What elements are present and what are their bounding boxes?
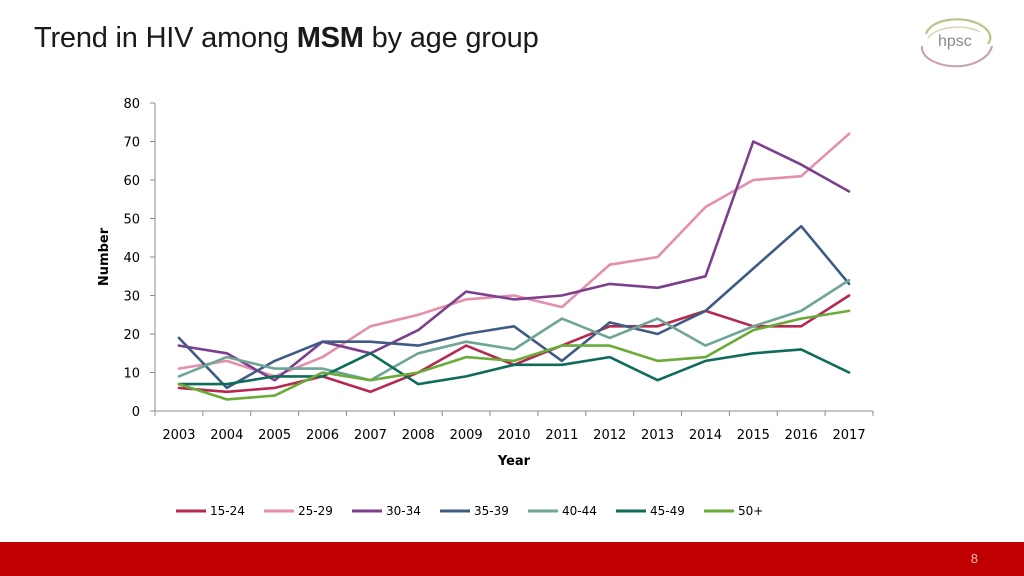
footer-bar bbox=[0, 542, 1024, 576]
y-tick-label: 10 bbox=[123, 366, 140, 382]
legend-label: 25-29 bbox=[298, 504, 333, 518]
x-tick-label: 2012 bbox=[593, 428, 627, 443]
y-tick-label: 30 bbox=[123, 289, 140, 305]
x-tick-label: 2006 bbox=[305, 428, 340, 443]
legend-label: 45-49 bbox=[650, 504, 685, 518]
y-tick-label: 50 bbox=[123, 212, 140, 228]
legend-label: 30-34 bbox=[386, 504, 421, 518]
y-tick-label: 20 bbox=[123, 328, 140, 343]
y-tick-label: 80 bbox=[123, 97, 140, 112]
legend-label: 35-39 bbox=[474, 504, 509, 518]
x-tick-label: 2016 bbox=[784, 428, 818, 443]
x-tick-label: 2004 bbox=[210, 428, 244, 443]
y-axis-title: Number bbox=[97, 227, 112, 287]
x-axis bbox=[155, 411, 873, 443]
y-tick-label: 40 bbox=[123, 251, 140, 266]
y-tick-label: 70 bbox=[123, 135, 140, 151]
x-tick-label: 2017 bbox=[832, 428, 866, 443]
y-tick-label: 60 bbox=[123, 174, 140, 189]
series-line-2 bbox=[179, 142, 849, 381]
y-axis bbox=[123, 97, 155, 420]
logo-text: hpsc bbox=[938, 33, 972, 50]
legend-label: 15-24 bbox=[210, 504, 245, 518]
series-lines bbox=[179, 134, 849, 400]
chart-legend bbox=[176, 504, 763, 518]
x-tick-label: 2007 bbox=[353, 428, 387, 443]
title-suffix: by age group bbox=[363, 22, 539, 54]
x-tick-label: 2008 bbox=[401, 428, 435, 443]
x-tick-label: 2003 bbox=[162, 428, 196, 443]
x-tick-label: 2009 bbox=[449, 428, 483, 443]
x-tick-label: 2010 bbox=[497, 428, 531, 443]
x-tick-label: 2005 bbox=[258, 428, 292, 443]
page-number: 8 bbox=[970, 551, 978, 566]
x-tick-label: 2013 bbox=[641, 428, 675, 443]
title-prefix: Trend in HIV among bbox=[34, 22, 297, 54]
x-tick-label: 2015 bbox=[736, 428, 770, 443]
title-bold: MSM bbox=[296, 22, 364, 54]
legend-label: 50+ bbox=[738, 504, 764, 518]
y-tick-label: 0 bbox=[131, 405, 140, 420]
x-tick-label: 2011 bbox=[545, 428, 579, 443]
x-axis-title: Year bbox=[497, 454, 531, 469]
series-line-1 bbox=[179, 134, 849, 377]
legend-label: 40-44 bbox=[562, 504, 597, 518]
series-line-5 bbox=[179, 349, 849, 384]
x-tick-label: 2014 bbox=[688, 428, 723, 443]
